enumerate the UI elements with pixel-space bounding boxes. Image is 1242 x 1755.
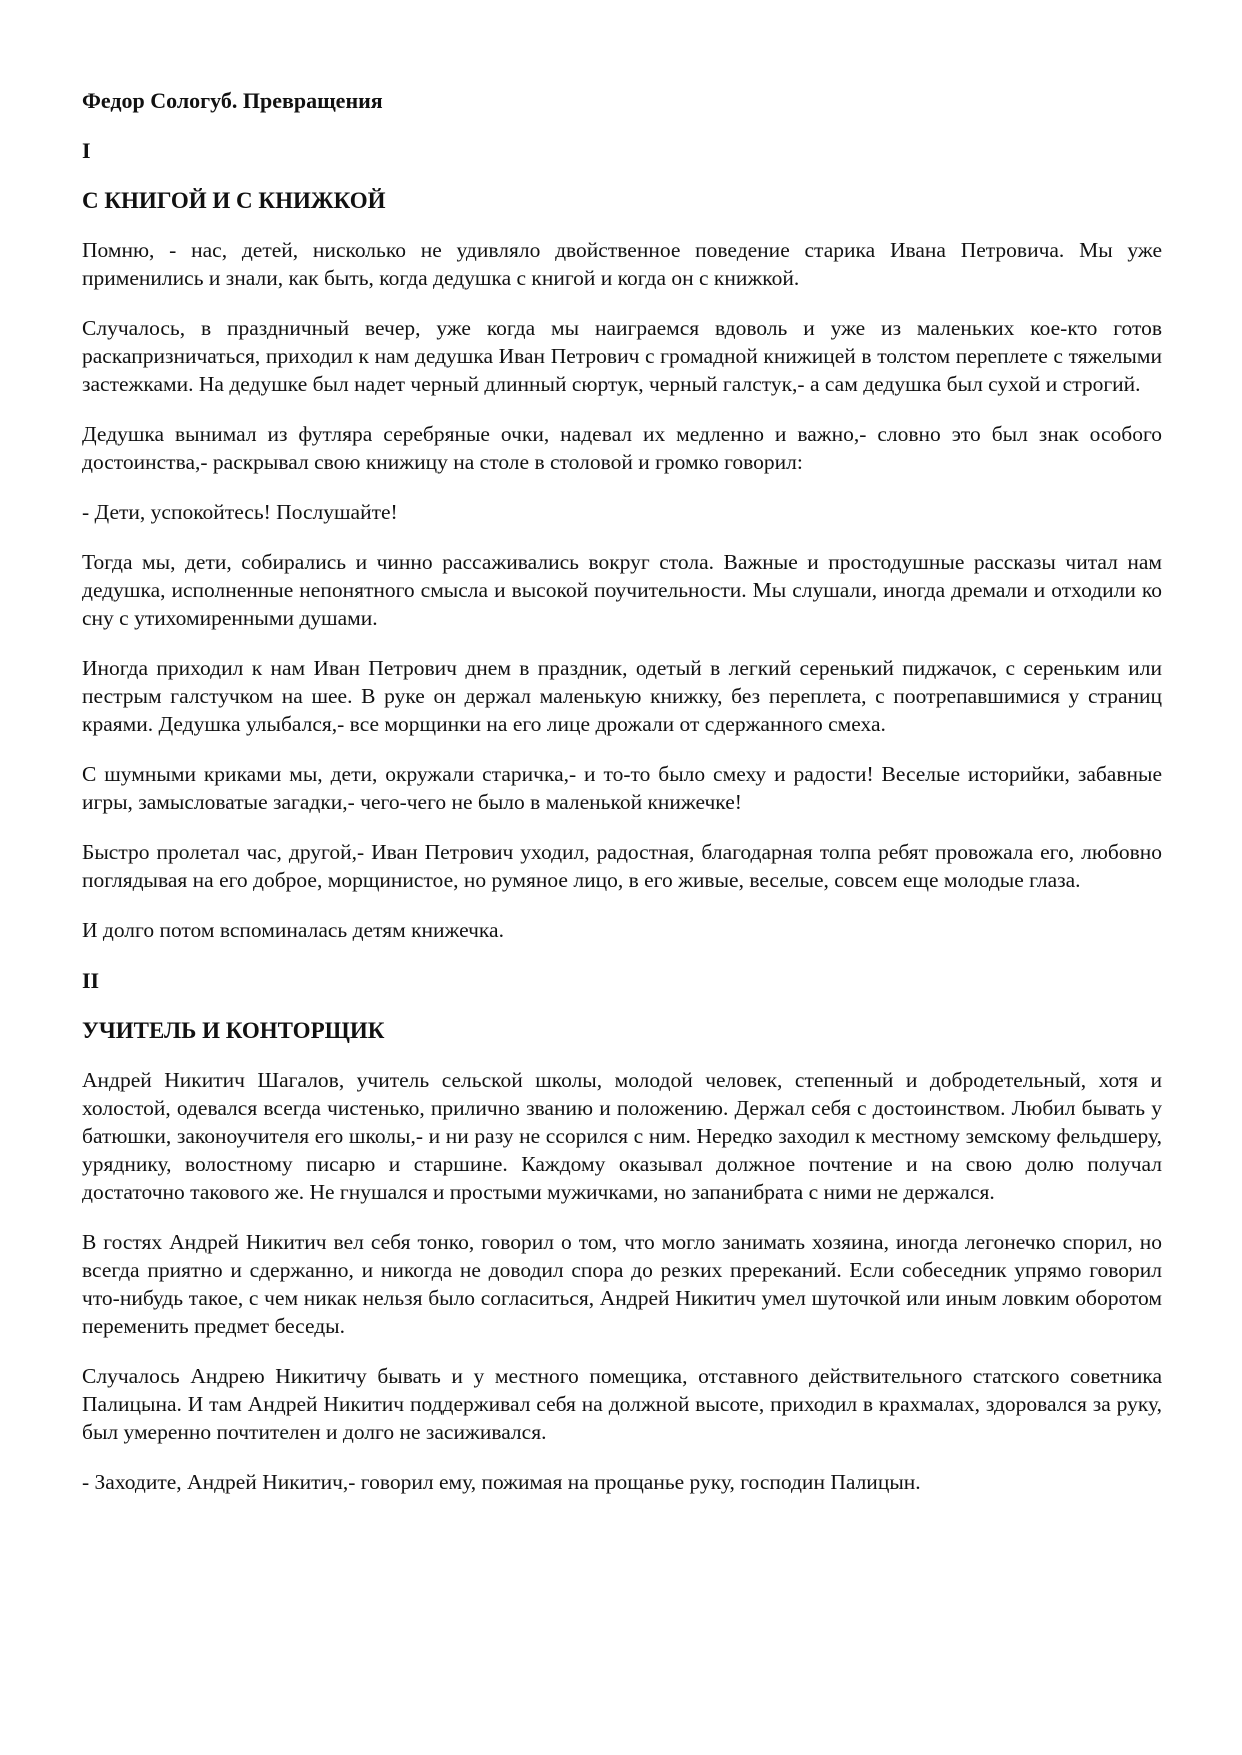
section-1 bbox=[82, 136, 1162, 944]
paragraph: Тогда мы, дети, собирались и чинно рассаживались вокруг стола. Важные и простодушные рассказы читал нам дедушка, исполненные непонятного смысла и высокой поучительности. Мы слушали, иногда дремали и отходили ко сну с утихомиренными душами. bbox=[82, 550, 1162, 630]
paragraph: Быстро пролетал час, другой,- Иван Петрович уходил, радостная, благодарная толпа ребят провожала его, любовно поглядывая на его доброе, морщинистое, но румяное лицо, в его живые, веселые, совсем еще молодые глаза. bbox=[82, 840, 1162, 892]
paragraph: Помню, - нас, детей, нисколько не удивляло двойственное поведение старика Ивана Петровича. Мы уже применились и знали, как быть, когда дедушка с книгой и когда он с книжкой. bbox=[82, 238, 1162, 290]
paragraph: Дедушка вынимал из футляра серебряные очки, надевал их медленно и важно,- словно это был знак особого достоинства,- раскрывал свою книжицу на столе в столовой и громко говорил: bbox=[82, 422, 1162, 474]
paragraph: Андрей Никитич Шагалов, учитель сельской школы, молодой человек, степенный и добродетельный, хотя и холостой, одевался всегда чистенько, прилично званию и положению. Держал себя с достоинством. Любил бывать у батюшки, законоучителя его школы,- и ни разу не ссорился с ним. Нередко заходил к местному земскому фельдшеру, уряднику, волостному писарю и старшине. Каждому оказывал должное почтение и на свою долю получал достаточно такового же. Не гнушался и простыми мужичками, но запанибрата с ними не держался. bbox=[82, 1068, 1162, 1204]
document-page bbox=[82, 86, 1162, 1726]
section-2 bbox=[82, 966, 1162, 1496]
paragraph: Случалось Андрею Никитичу бывать и у местного помещика, отставного действительного статского советника Палицына. И там Андрей Никитич поддерживал себя на должной высоте, приходил в крахмалах, здоровался за руку, был умеренно почтителен и долго не засиживался. bbox=[82, 1364, 1162, 1444]
section-numeral: II bbox=[82, 968, 100, 993]
paragraph: И долго потом вспоминалась детям книжечка. bbox=[82, 918, 504, 942]
paragraph: - Дети, успокойтесь! Послушайте! bbox=[82, 500, 398, 524]
document-title: Федор Сологуб. Превращения bbox=[82, 88, 383, 113]
paragraph: С шумными криками мы, дети, окружали старичка,- и то-то было смеху и радости! Веселые историйки, забавные игры, замысловатые загадки,- чего-чего не было в маленькой книжечке! bbox=[82, 762, 1162, 814]
paragraph: Иногда приходил к нам Иван Петрович днем в праздник, одетый в легкий серенький пиджачок, с сереньким или пестрым галстучком на шее. В руке он держал маленькую книжку, без переплета, с поотрепавшимися у страниц краями. Дедушка улыбался,- все морщинки на его лице дрожали от сдержанного смеха. bbox=[82, 656, 1162, 736]
paragraph: - Заходите, Андрей Никитич,- говорил ему, пожимая на прощанье руку, господин Палицын. bbox=[82, 1470, 921, 1494]
paragraph: В гостях Андрей Никитич вел себя тонко, говорил о том, что могло занимать хозяина, иногда легонечко спорил, но всегда приятно и сдержанно, и никогда не доводил спора до резких пререканий. Если собеседник упрямо говорил что-нибудь такое, с чем никак нельзя было согласиться, Андрей Никитич умел шуточкой или иным ловким оборотом переменить предмет беседы. bbox=[82, 1230, 1162, 1338]
section-numeral: I bbox=[82, 138, 91, 163]
paragraph: Случалось, в праздничный вечер, уже когда мы наиграемся вдоволь и уже из маленьких кое-кто готов раскапризничаться, приходил к нам дедушка Иван Петрович с громадной книжицей в толстом переплете с тяжелыми застежками. На дедушке был надет черный длинный сюртук, черный галстук,- а сам дедушка был сухой и строгий. bbox=[82, 316, 1162, 396]
section-heading: С КНИГОЙ И С КНИЖКОЙ bbox=[82, 188, 386, 213]
section-heading: УЧИТЕЛЬ И КОНТОРЩИК bbox=[82, 1018, 385, 1043]
